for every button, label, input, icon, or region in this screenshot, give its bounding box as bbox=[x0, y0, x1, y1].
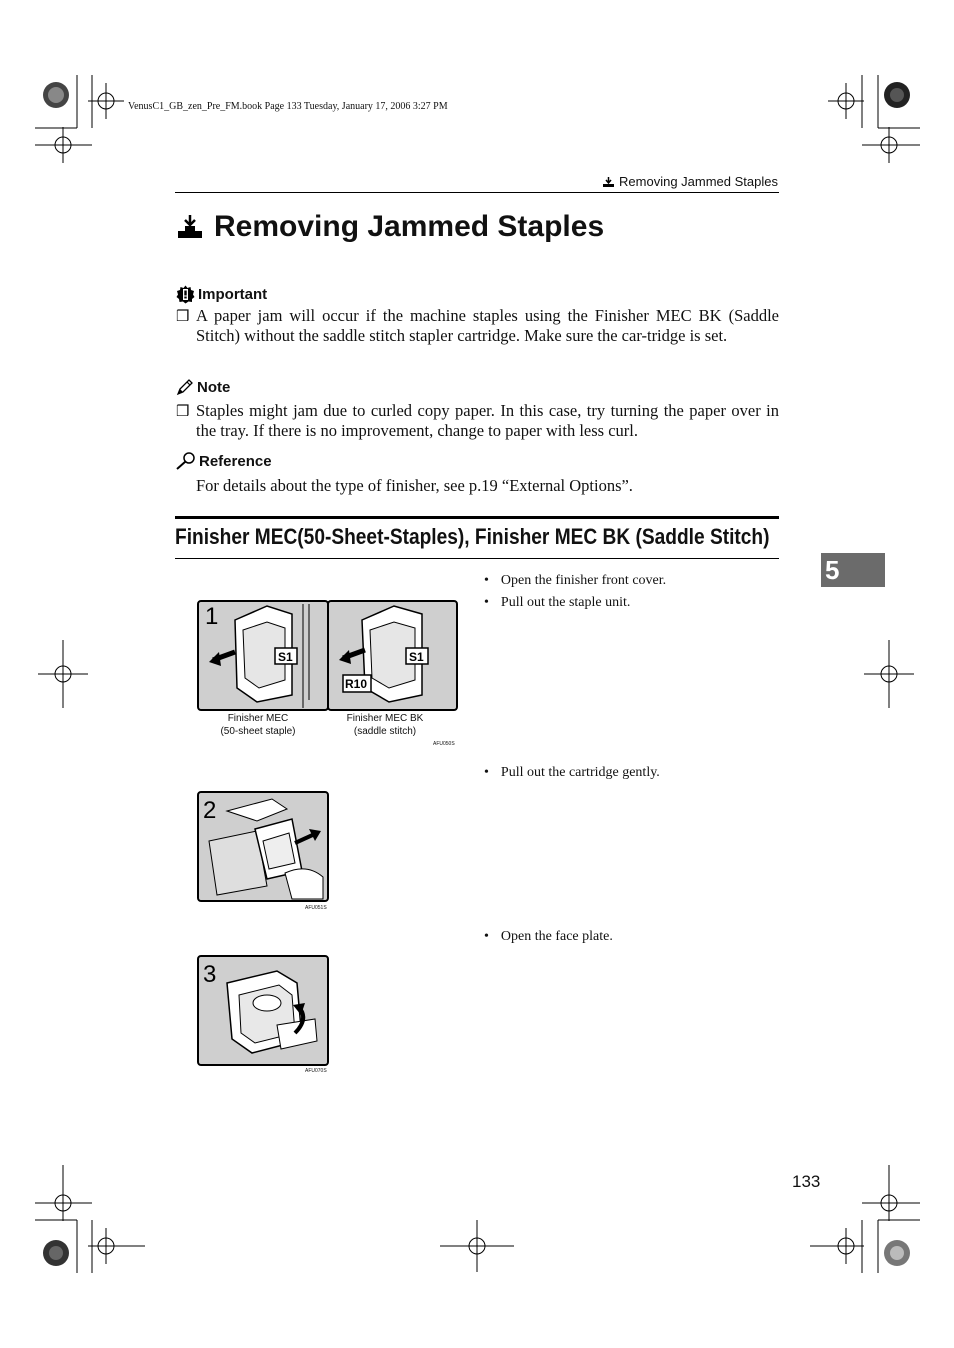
step-2-illustration bbox=[197, 791, 330, 903]
figure-caption-left: Finisher MEC (50-sheet staple) bbox=[220, 713, 296, 737]
header-rule bbox=[175, 192, 779, 193]
step-3-bullet-1: Open the face plate. bbox=[500, 929, 613, 944]
staple-icon bbox=[602, 176, 615, 188]
important-icon bbox=[176, 285, 195, 304]
step-number: 2 bbox=[203, 797, 217, 824]
step-2-bullet-1: Pull out the cartridge gently. bbox=[500, 765, 660, 780]
page-title bbox=[176, 210, 604, 244]
checkbox-icon: ❒ bbox=[176, 309, 190, 325]
figure-caption-right: Finisher MEC BK (saddle stitch) bbox=[346, 713, 424, 737]
magnifier-icon bbox=[176, 452, 196, 470]
list-item: • Open the finisher front cover. bbox=[484, 573, 667, 588]
reference-label bbox=[176, 452, 272, 470]
figure-code: AFU051S bbox=[305, 905, 327, 911]
label-s1: S1 bbox=[278, 650, 293, 664]
section-rule-top bbox=[175, 516, 779, 519]
page-number: 133 bbox=[792, 1172, 821, 1191]
list-item: • Open the face plate. bbox=[484, 929, 613, 944]
step-1-illustration bbox=[197, 600, 459, 712]
running-head-text: Removing Jammed Staples bbox=[619, 174, 778, 189]
step-number: 3 bbox=[203, 961, 217, 988]
list-item: • Pull out the cartridge gently. bbox=[484, 765, 660, 780]
figure-code: AFU070S bbox=[305, 1068, 327, 1074]
staple-icon bbox=[176, 214, 204, 240]
note-label-text: Note bbox=[197, 378, 231, 396]
label-s1: S1 bbox=[409, 650, 424, 664]
step-3-illustration bbox=[197, 955, 330, 1067]
page-title-text: Removing Jammed Staples bbox=[214, 210, 605, 243]
file-info: VenusC1_GB_zen_Pre_FM.book Page 133 Tuesday, January 17, 2006 3:27 PM bbox=[128, 101, 448, 112]
section-title: Finisher MEC(50-Sheet-Staples), Finisher MEC BK (Saddle Stitch) bbox=[175, 524, 770, 549]
note-label bbox=[176, 378, 230, 396]
chapter-tab[interactable]: 5 bbox=[821, 553, 885, 587]
checkbox-icon: ❒ bbox=[176, 404, 190, 420]
note-text: Staples might jam due to curled copy paper. In this case, try turning the paper over in the tray. If there is no improvement, change to paper with less curl. bbox=[196, 401, 779, 440]
reference-text: For details about the type of finisher, see p.19 “External Options”. bbox=[196, 476, 633, 495]
label-r10: R10 bbox=[345, 677, 368, 691]
important-label bbox=[176, 285, 267, 304]
important-label-text: Important bbox=[198, 286, 268, 303]
important-text: A paper jam will occur if the machine staples using the Finisher MEC BK (Saddle Stitch) without the saddle stitch stapler cartridge. Make sure the car-tridge is set. bbox=[196, 306, 779, 345]
section-rule-bottom bbox=[175, 558, 779, 559]
pencil-icon bbox=[176, 378, 194, 396]
running-head bbox=[602, 174, 778, 189]
figure-code: AFU050S bbox=[433, 741, 455, 747]
list-item: • Pull out the staple unit. bbox=[484, 595, 631, 610]
step-1-bullet-2: Pull out the staple unit. bbox=[500, 595, 631, 610]
reference-label-text: Reference bbox=[199, 452, 272, 470]
step-number: 1 bbox=[205, 603, 219, 630]
step-1-bullet-1: Open the finisher front cover. bbox=[500, 573, 667, 588]
